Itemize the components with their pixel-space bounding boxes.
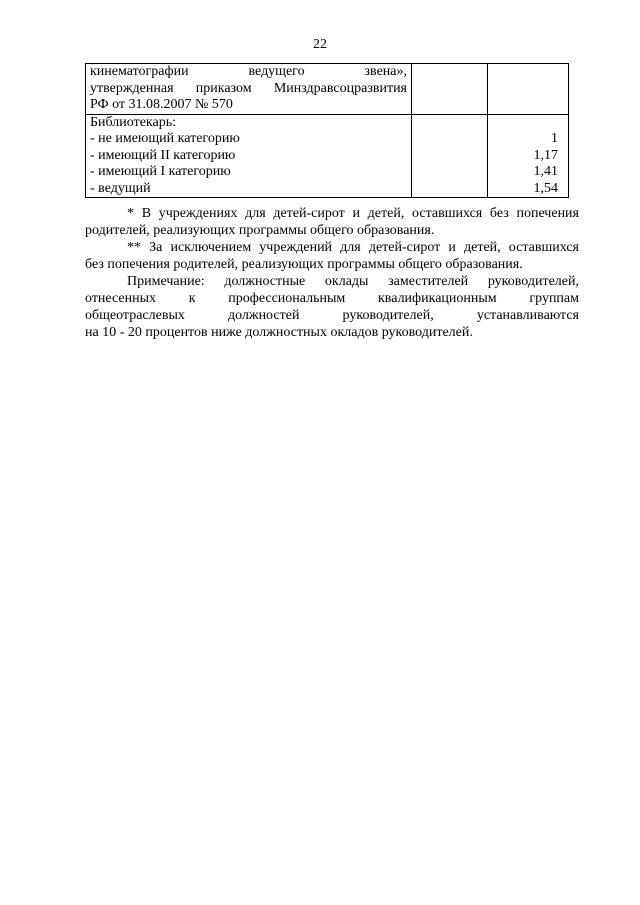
empty-cell: [412, 64, 488, 115]
empty-cell: [412, 114, 488, 198]
note-paragraph: [85, 273, 579, 341]
position-cell: [86, 114, 412, 198]
coefficient-value: 1,54: [533, 180, 558, 196]
note-line: на 10 - 20 процентов ниже должностных окладов руководителей.: [85, 325, 473, 340]
note-line: Примечание: должностные оклады заместителей руководителей,: [127, 274, 579, 289]
category-item: - имеющий I категорию: [90, 164, 231, 179]
coefficient-cell: [488, 64, 569, 115]
note-line: отнесенных к профессиональным квалификационным группам: [85, 291, 579, 306]
footnote-line: родителей, реализующих программы общего образования.: [85, 223, 435, 238]
table-row: [86, 114, 569, 198]
footnote-line: ** За исключением учреждений для детей-сирот и детей, оставшихся: [127, 240, 579, 255]
coefficient-value: [492, 115, 564, 132]
table-row: [86, 64, 569, 115]
category-item: - ведущий: [90, 180, 151, 196]
footnote-double-asterisk: [85, 239, 579, 273]
footnote-line: * В учреждениях для детей-сирот и детей, оставшихся без попечения: [127, 206, 579, 221]
footnotes: [85, 205, 579, 341]
position-text-line: утвержденная приказом Минздравсоцразвития: [90, 80, 407, 96]
category-item: - имеющий II категорию: [90, 147, 236, 163]
coefficient-value: 1: [551, 131, 558, 146]
coefficient-value: 1,41: [533, 164, 558, 179]
coefficient-cell: [488, 114, 569, 198]
category-item: - не имеющий категорию: [90, 131, 240, 146]
note-line: общеотраслевых должностей руководителей, устанавливаются: [85, 308, 579, 323]
position-text-line: кинематографии ведущего звена»,: [90, 64, 407, 79]
footnote-line: без попечения родителей, реализующих программы общего образования.: [85, 257, 523, 272]
position-text-line: РФ от 31.08.2007 № 570: [90, 97, 233, 112]
salary-coefficient-table: [85, 63, 569, 198]
position-cell: [86, 64, 412, 115]
coefficient-value: 1,17: [533, 147, 558, 163]
page-number: 22: [313, 37, 327, 52]
position-title: Библиотекарь:: [90, 114, 177, 130]
footnote-single-asterisk: [85, 205, 579, 239]
